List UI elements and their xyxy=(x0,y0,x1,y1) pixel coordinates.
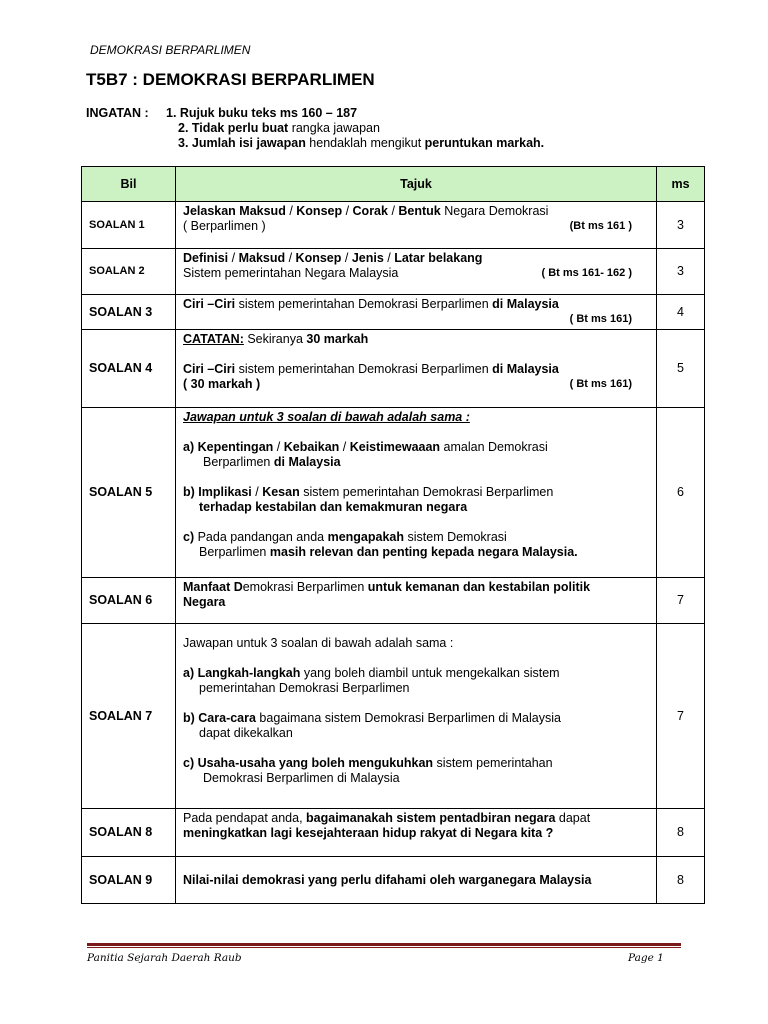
row-page: 7 xyxy=(657,624,705,809)
reminder-label: INGATAN : xyxy=(86,106,149,120)
reminder-block xyxy=(86,106,544,151)
header-ms: ms xyxy=(657,167,705,202)
table-row xyxy=(82,249,705,295)
footer-rule-thin xyxy=(87,947,681,948)
question-table xyxy=(81,166,705,904)
row-page: 5 xyxy=(657,330,705,408)
row-label: SOALAN 3 xyxy=(82,295,176,330)
table-row xyxy=(82,809,705,857)
row-label: SOALAN 5 xyxy=(82,408,176,578)
table-row xyxy=(82,624,705,809)
row-page: 3 xyxy=(657,202,705,249)
row-label: SOALAN 7 xyxy=(82,624,176,809)
reminder-2: 2. Tidak perlu buat rangka jawapan xyxy=(178,121,380,135)
row-label: SOALAN 2 xyxy=(82,249,176,295)
running-header: DEMOKRASI BERPARLIMEN xyxy=(90,43,251,57)
row-page: 4 xyxy=(657,295,705,330)
row-topic: CATATAN: Sekiranya 30 markah Ciri –Ciri sistem pemerintahan Demokrasi Berparlimen di Malaysia ( 30 markah ) ( Bt ms 161) xyxy=(176,330,657,408)
row-page: 7 xyxy=(657,578,705,624)
row-label: SOALAN 9 xyxy=(82,857,176,904)
table-row xyxy=(82,578,705,624)
header-tajuk: Tajuk xyxy=(176,167,657,202)
table-header-row xyxy=(82,167,705,202)
row-topic: Manfaat Demokrasi Berparlimen untuk kemanan dan kestabilan politik Negara xyxy=(176,578,657,624)
row-page: 3 xyxy=(657,249,705,295)
row-page: 8 xyxy=(657,857,705,904)
row-topic: Definisi / Maksud / Konsep / Jenis / Latar belakang Sistem pemerintahan Negara Malaysia ( Bt ms 161- 162 ) xyxy=(176,249,657,295)
row-label: SOALAN 1 xyxy=(82,202,176,249)
footer-rule xyxy=(87,943,681,946)
row-page: 6 xyxy=(657,408,705,578)
row-topic: Jawapan untuk 3 soalan di bawah adalah sama : a) Kepentingan / Kebaikan / Keistimewaaan amalan Demokrasi Berparlimen di Malaysia b) Implikasi / Kesan sistem pemerintahan Demokrasi Berparlimen terhadap kestabilan dan kemakmuran negara c) Pada pandangan anda mengapakah sistem Demokrasi Berparlimen masih relevan dan penting kepada negara Malaysia. xyxy=(176,408,657,578)
reminder-3: 3. Jumlah isi jawapan hendaklah mengikut peruntukan markah. xyxy=(178,136,545,150)
header-bil: Bil xyxy=(82,167,176,202)
table-row xyxy=(82,408,705,578)
row-topic: Jawapan untuk 3 soalan di bawah adalah sama : a) Langkah-langkah yang boleh diambil untuk mengekalkan sistem pemerintahan Demokrasi Berparlimen b) Cara-cara bagaimana sistem Demokrasi Berparlimen di Malaysia dapat dikekalkan c) Usaha-usaha yang boleh mengukuhkan sistem pemerintahan Demokrasi Berparlimen di Malaysia xyxy=(176,624,657,809)
table-row xyxy=(82,857,705,904)
row-label: SOALAN 4 xyxy=(82,330,176,408)
footer-left: Panitia Sejarah Daerah Raub xyxy=(87,952,242,964)
row-topic: Ciri –Ciri sistem pemerintahan Demokrasi Berparlimen di Malaysia ( Bt ms 161) xyxy=(176,295,657,330)
row-topic: Nilai-nilai demokrasi yang perlu difahami oleh warganegara Malaysia xyxy=(176,857,657,904)
row-topic: Jelaskan Maksud / Konsep / Corak / Bentuk Negara Demokrasi ( Berparlimen ) (Bt ms 161 ) xyxy=(176,202,657,249)
table-row xyxy=(82,330,705,408)
table-row xyxy=(82,295,705,330)
table-row xyxy=(82,202,705,249)
reminder-1: 1. Rujuk buku teks ms 160 – 187 xyxy=(166,106,358,120)
page-title: T5B7 : DEMOKRASI BERPARLIMEN xyxy=(86,70,375,89)
row-topic: Pada pendapat anda, bagaimanakah sistem pentadbiran negara dapat meningkatkan lagi kesejahteraan hidup rakyat di Negara kita ? xyxy=(176,809,657,857)
row-page: 8 xyxy=(657,809,705,857)
row-label: SOALAN 8 xyxy=(82,809,176,857)
row-label: SOALAN 6 xyxy=(82,578,176,624)
page-number: Page 1 xyxy=(628,952,664,964)
